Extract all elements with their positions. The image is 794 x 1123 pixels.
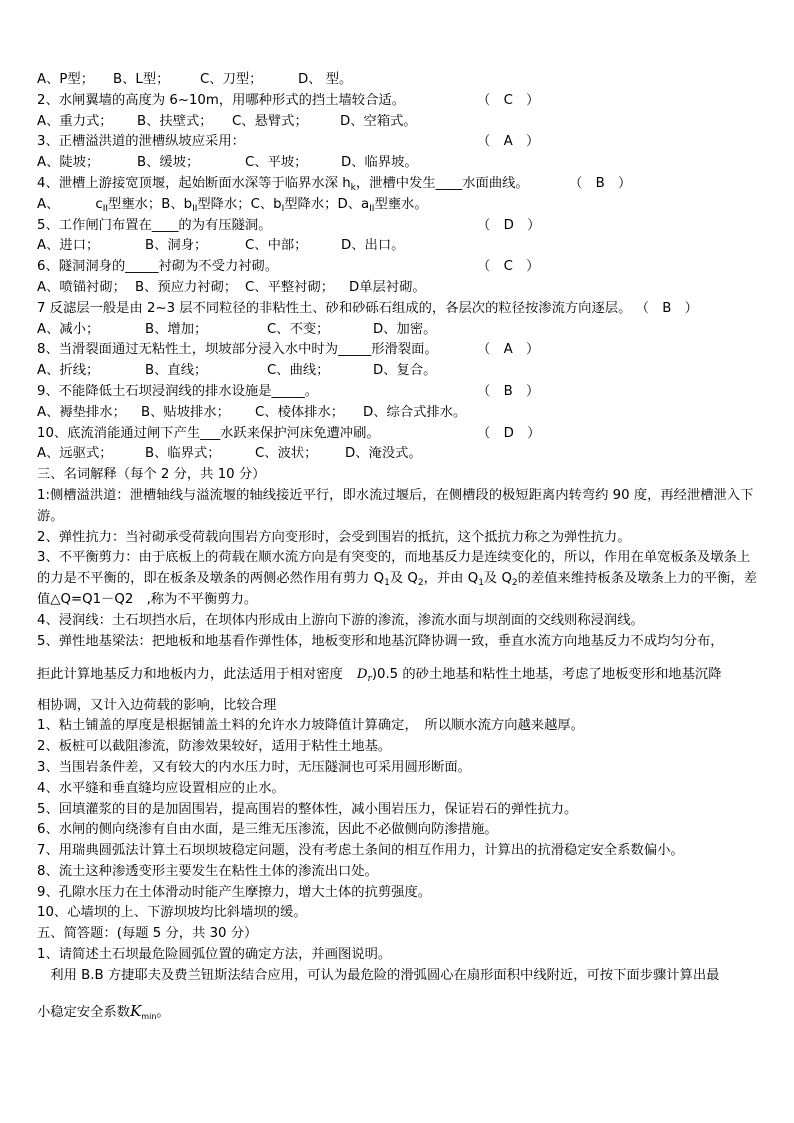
- definition-text: ，并由 Q: [423, 571, 479, 587]
- statement: 2、板桩可以截阻渗流，防渗效果较好，适用于粘性土地基。: [37, 739, 392, 755]
- question-text: 2、水闸翼墙的高度为 6~10m，用哪种形式的挡土墙较合适。: [37, 92, 405, 108]
- statement: 7、用瑞典圆弧法计算土石坝坝坡稳定问题，没有考虑土条间的相互作用力，计算出的抗滑稳定安全系数偏小。: [37, 843, 684, 859]
- option: D、淹没式。: [345, 446, 422, 462]
- short-answer-text-2: [37, 996, 759, 1026]
- answer: （ A ）: [477, 134, 540, 150]
- option: D、综合式排水。: [363, 404, 467, 420]
- option: C、平坡；: [245, 155, 308, 171]
- question-text: 5、工作闸门布置在____的为有压隧洞。: [37, 217, 272, 233]
- option: C、平整衬砌；: [245, 279, 335, 295]
- option: 型壅水；B、b: [108, 196, 193, 212]
- option: C、波状；: [255, 446, 318, 462]
- q3-options: [37, 153, 759, 174]
- option: D、空箱式。: [340, 113, 417, 129]
- statement: 10、心墙坝的上、下游坝坡均比斜墙坝的缓。: [37, 905, 307, 921]
- question-text: 4、泄槽上游接宽顶堰，起始断面水深等于临界水深 h: [37, 175, 351, 191]
- option: B、缓坡；: [137, 155, 200, 171]
- definition-5-line-2: [37, 660, 759, 690]
- answer-text: 。: [156, 1004, 170, 1020]
- question-3: [37, 132, 759, 153]
- option: 型降水；C、b: [197, 196, 282, 212]
- option: A、进口；: [37, 238, 100, 254]
- option: B、扶壁式；: [137, 113, 213, 129]
- statement: 3、当围岩条件差，又有较大的内水压力时，无压隧洞也可采用圆形断面。: [37, 759, 471, 775]
- option: D、出口。: [341, 238, 405, 254]
- question-text: 6、隧洞洞身的_____衬砌为不受力衬砌。: [37, 259, 279, 275]
- question-text: 9、不能降低土石坝浸润线的排水设施是_____。: [37, 383, 319, 399]
- option: B、预应力衬砌；: [135, 279, 238, 295]
- definition-text: 的差值来维持板条及墩条上力的平衡，差值△Q=Q1－Q2 ,称为不平衡剪力。: [37, 571, 757, 607]
- option: C、刀型；: [200, 72, 263, 87]
- symbol-k: K: [130, 1001, 142, 1020]
- option: A、P型；: [37, 72, 95, 87]
- q6-options: [37, 278, 759, 299]
- option: A、喷锚衬砌；: [37, 279, 126, 295]
- definition-5-line-1: 5、弹性地基梁法：把地板和地基看作弹性体，地板变形和地基沉降协调一致，垂直水流方向地基反力不成均匀分布，: [37, 633, 724, 649]
- q2-options: [37, 112, 759, 133]
- option: B、L型；: [113, 72, 170, 87]
- option: D、加密。: [373, 321, 437, 337]
- definition-5-line-3: 相协调，又计入边荷载的影响，比较合理: [37, 697, 277, 713]
- question-text: 10、底流消能通过闸下产生___水跃来保护河床免遭冲刷。: [37, 425, 380, 441]
- question-8: [37, 340, 759, 361]
- option: B、洞身；: [145, 238, 208, 254]
- question-4: [37, 174, 759, 195]
- question-text: 8、当滑裂面通过无粘性土，坝坡部分浸入水中时为_____形滑裂面。: [37, 342, 438, 358]
- option: B、贴坡排水；: [141, 404, 230, 420]
- option: B、增加；: [145, 321, 208, 337]
- statement: 5、回填灌浆的目的是加固围岩，提高围岩的整体性，减小围岩压力，保证岩石的弹性抗力。: [37, 801, 578, 817]
- option: D单层衬砌。: [349, 279, 426, 295]
- question-text: 7 反滤层一般是由 2~3 层不同粒径的非粘性土、砂和砂砾石组成的，各层次的粒径按渗流方向逐层。: [37, 300, 632, 316]
- section-heading: 五、简答题：(每题 5 分，共 30 分）: [37, 926, 258, 942]
- subscript: 2: [511, 578, 518, 589]
- option: 型壅水。: [374, 196, 428, 212]
- option: 型降水；D、a: [284, 196, 370, 212]
- option: B、临界式；: [145, 446, 221, 462]
- subscript: 1: [384, 578, 390, 589]
- question-text: ，泄槽中发生____水面曲线。: [355, 175, 529, 191]
- statement: 4、水平缝和垂直缝均应设置相应的止水。: [37, 780, 285, 796]
- option: A、减小；: [37, 321, 100, 337]
- symbol-d: D: [356, 666, 368, 682]
- definition-2: 2、弹性抗力：当衬砌承受荷载向围岩方向变形时，会受到围岩的抵抗，这个抵抗力称之为弹性抗力。: [37, 529, 631, 545]
- q1-options: [37, 70, 759, 91]
- q10-options: [37, 444, 759, 465]
- option: c: [95, 196, 103, 212]
- definition-4: 4、浸润线：土石坝挡水后，在坝体内形成由上游向下游的渗流，渗流水面与坝剖面的交线则称浸润线。: [37, 612, 644, 628]
- subscript: 2: [417, 578, 424, 589]
- definition-text: )0.5 的砂土地基和粘性土地基，考虑了地板变形和地基沉降: [371, 666, 722, 682]
- answer: （ D ）: [477, 217, 541, 233]
- subscript: II: [369, 203, 375, 214]
- option: A、: [37, 196, 60, 212]
- subscript: 1: [478, 578, 484, 589]
- option: C、悬臂式；: [232, 113, 308, 129]
- definition-text: 拒此计算地基反力和地板内力，此法适用于相对密度: [37, 666, 343, 682]
- question-7: [37, 299, 759, 320]
- answer-text: 小稳定安全系数: [37, 1004, 131, 1020]
- definition-text: 及 Q: [483, 571, 512, 587]
- definition-3: [37, 548, 759, 610]
- definition-text: 及 Q: [389, 571, 418, 587]
- option: B、直线；: [145, 363, 208, 379]
- subscript: r: [367, 673, 372, 684]
- q9-options: [37, 403, 759, 424]
- answer: （ B ）: [635, 300, 698, 316]
- subscript: I: [281, 203, 285, 214]
- option: C、中部；: [245, 238, 308, 254]
- question-10: [37, 424, 759, 445]
- short-answer-text: 利用 B.B 方捷耶夫及费兰钮斯法结合应用，可认为最危险的滑弧圆心在扇形面积中线附近，可按下面步骤计算出最: [37, 967, 720, 983]
- subscript: II: [192, 203, 198, 214]
- option: D、复合。: [373, 363, 437, 379]
- answer: （ C ）: [477, 259, 540, 275]
- subscript: min: [141, 1011, 157, 1021]
- subscript: II: [102, 203, 109, 214]
- definition-1: 1:侧槽溢洪道：泄槽轴线与溢流堰的轴线接近平行，即水流过堰后，在侧槽段的极短距离内转弯约 90 度，再经泄槽泄入下游。: [37, 487, 754, 524]
- statement: 8、流土这种渗透变形主要发生在粘性土体的渗流出口处。: [37, 863, 378, 879]
- q7-options: [37, 320, 759, 341]
- subscript: k: [350, 182, 356, 193]
- statement: 9、孔隙水压力在土体滑动时能产生摩擦力，增大土体的抗剪强度。: [37, 884, 432, 900]
- short-answer-question: 1、请简述土石坝最危险圆弧位置的确定方法，并画图说明。: [37, 947, 392, 963]
- question-6: [37, 257, 759, 278]
- option: C、不变；: [267, 321, 330, 337]
- option: A、陡坡；: [37, 155, 100, 171]
- statement: 1、粘土铺盖的厚度是根据铺盖土料的允许水力坡降值计算确定， 所以顺水流方向越来越厚。: [37, 718, 584, 734]
- option: A、褥垫排水；: [37, 404, 126, 420]
- question-text: 3、正槽溢洪道的泄槽纵坡应采用：: [37, 134, 245, 150]
- answer: （ C ）: [477, 92, 540, 108]
- answer: （ A ）: [477, 342, 540, 358]
- question-5: [37, 216, 759, 237]
- q5-options: [37, 236, 759, 257]
- option: C、棱体排水；: [255, 404, 345, 420]
- question-9: [37, 382, 759, 403]
- q4-options: [37, 195, 759, 216]
- option: C、曲线；: [267, 363, 330, 379]
- statement: 6、水闸的侧向绕渗有自由水面，是三维无压渗流，因此不必做侧向防渗措施。: [37, 822, 498, 838]
- answer: （ D ）: [477, 425, 541, 441]
- option: D、临界坡。: [341, 155, 418, 171]
- option: A、远驱式；: [37, 446, 113, 462]
- answer: （ B ）: [569, 175, 632, 191]
- option: A、重力式；: [37, 113, 113, 129]
- section-heading: 三、名词解释（每个 2 分，共 10 分）: [37, 467, 266, 483]
- definition-text: 3、不平衡剪力：由于底板上的荷载在顺水流方向是有突变的，而地基反力是连续变化的，所以，作用在单宽板条及墩条上的力是不平衡的，即在板条及墩条的两侧必然作用有剪力 Q: [37, 550, 751, 587]
- answer: （ B ）: [477, 383, 540, 399]
- q8-options: [37, 361, 759, 382]
- question-2: [37, 91, 759, 112]
- exam-page: [37, 70, 759, 1026]
- option: D、 型。: [298, 72, 353, 87]
- option: A、折线；: [37, 363, 100, 379]
